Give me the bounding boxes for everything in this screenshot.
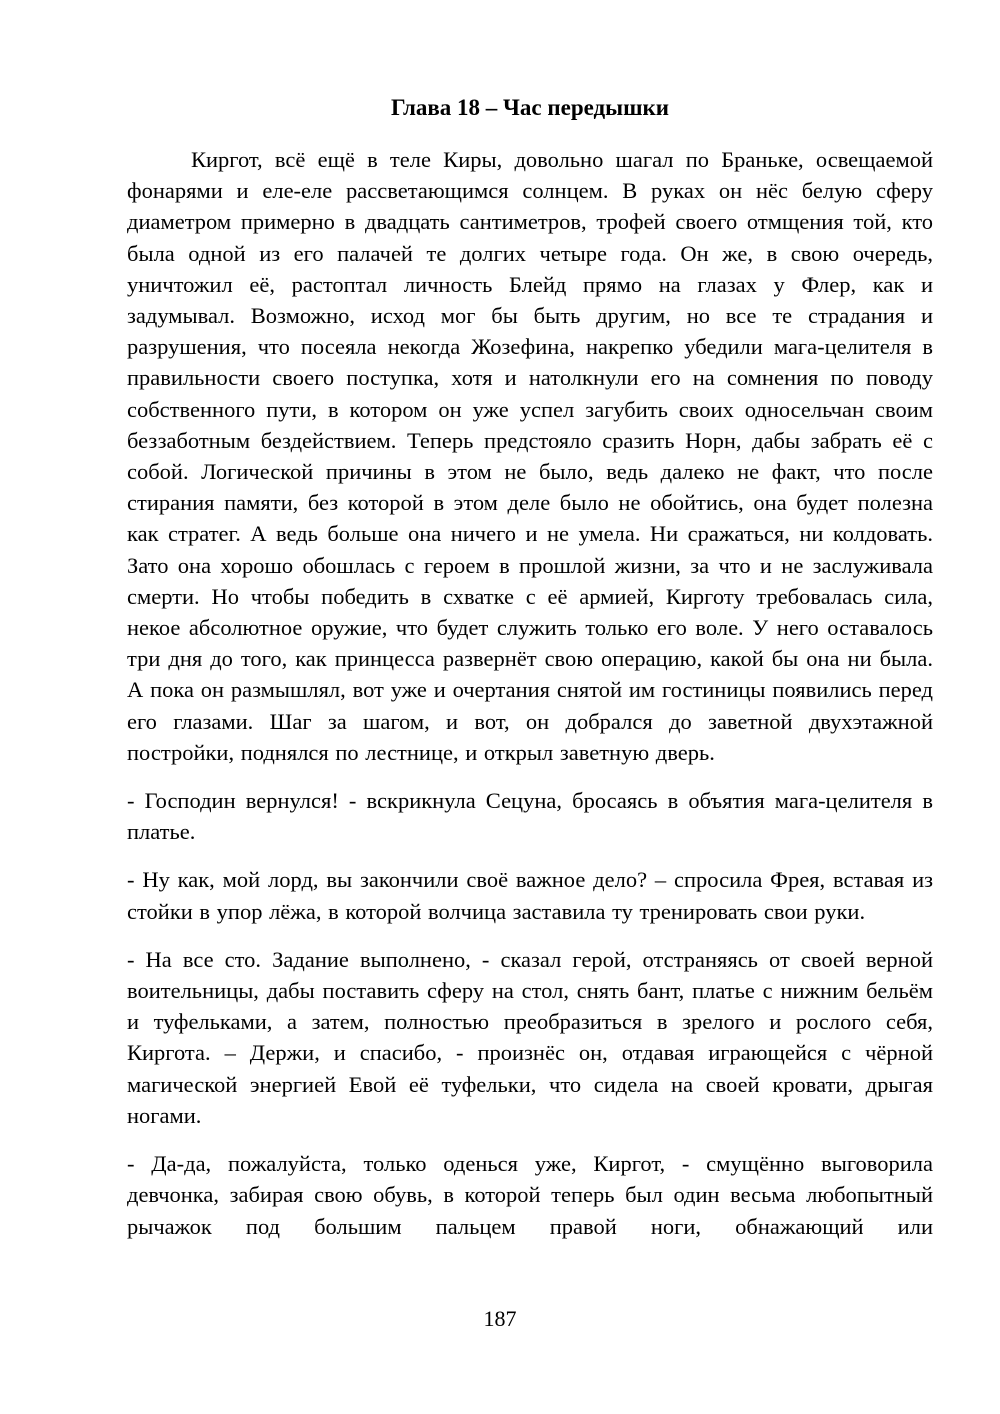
text-column bbox=[127, 92, 933, 1242]
page-number: 187 bbox=[483, 1306, 517, 1331]
paragraph: - Ну как, мой лорд, вы закончили своё важное дело? – спросила Фрея, вставая из стойки в упор лёжа, в которой волчица заставила ту тренировать свои руки. bbox=[127, 867, 933, 924]
paragraph: - Господин вернулся! - вскрикнула Сецуна, бросаясь в объятия мага-целителя в платье. bbox=[127, 788, 933, 845]
paragraph: Киргот, всё ещё в теле Киры, довольно шагал по Браньке, освещаемой фонарями и еле-еле рассветающимся солнцем. В руках он нёс белую сферу диаметром примерно в двадцать сантиметров, трофей своего отмщения той, кто была одной из его палачей те долгих четыре года. Он же, в свою очередь, уничтожил её, растоптал личность Блейд прямо на глазах у Флер, как и задумывал. Возможно, исход мог бы быть другим, но все те страдания и разрушения, что посеяла некогда Жозефина, накрепко убедили мага-целителя в правильности своего поступка, хотя и натолкнули его на сомнения по поводу собственного пути, в котором он уже успел загубить своих односельчан своим беззаботным бездействием. Теперь предстояло сразить Норн, дабы забрать её с собой. Логической причины в этом не было, ведь далеко не факт, что после стирания памяти, без которой в этом деле было не обойтись, она будет полезна как стратег. А ведь больше она ничего и не умела. Ни сражаться, ни колдовать. Зато она хорошо обошлась с героем в прошлой жизни, за что и не заслуживала смерти. Но чтобы победить в схватке с её армией, Кирготу требовалась сила, некое абсолютное оружие, что будет служить только его воле. У него оставалось три дня до того, как принцесса развернёт свою операцию, какой бы она ни была. А пока он размышлял, вот уже и очертания снятой им гостиницы появились перед его глазами. Шаг за шагом, и вот, он добрался до заветной двухэтажной постройки, поднялся по лестнице, и открыл заветную дверь. bbox=[127, 147, 933, 765]
paragraph: - Да-да, пожалуйста, только оденься уже, Киргот, - смущённо выговорила девчонка, забирая свою обувь, в которой теперь был один весьма любопытный рычажок под большим пальцем правой ноги, обнажающий или bbox=[127, 1151, 933, 1239]
chapter-title: Глава 18 – Час передышки bbox=[390, 95, 670, 120]
paragraph: - На все сто. Задание выполнено, - сказал герой, отстраняясь от своей верной воительницы, дабы поставить сферу на стол, снять бант, платье с нижним бельём и туфельками, а затем, полностью преобразиться в зрелого и рослого себя, Киргота. – Держи, и спасибо, - произнёс он, отдавая играющейся с чёрной магической энергией Евой её туфельки, что сидела на своей кровати, дрыгая ногами. bbox=[127, 946, 933, 1128]
